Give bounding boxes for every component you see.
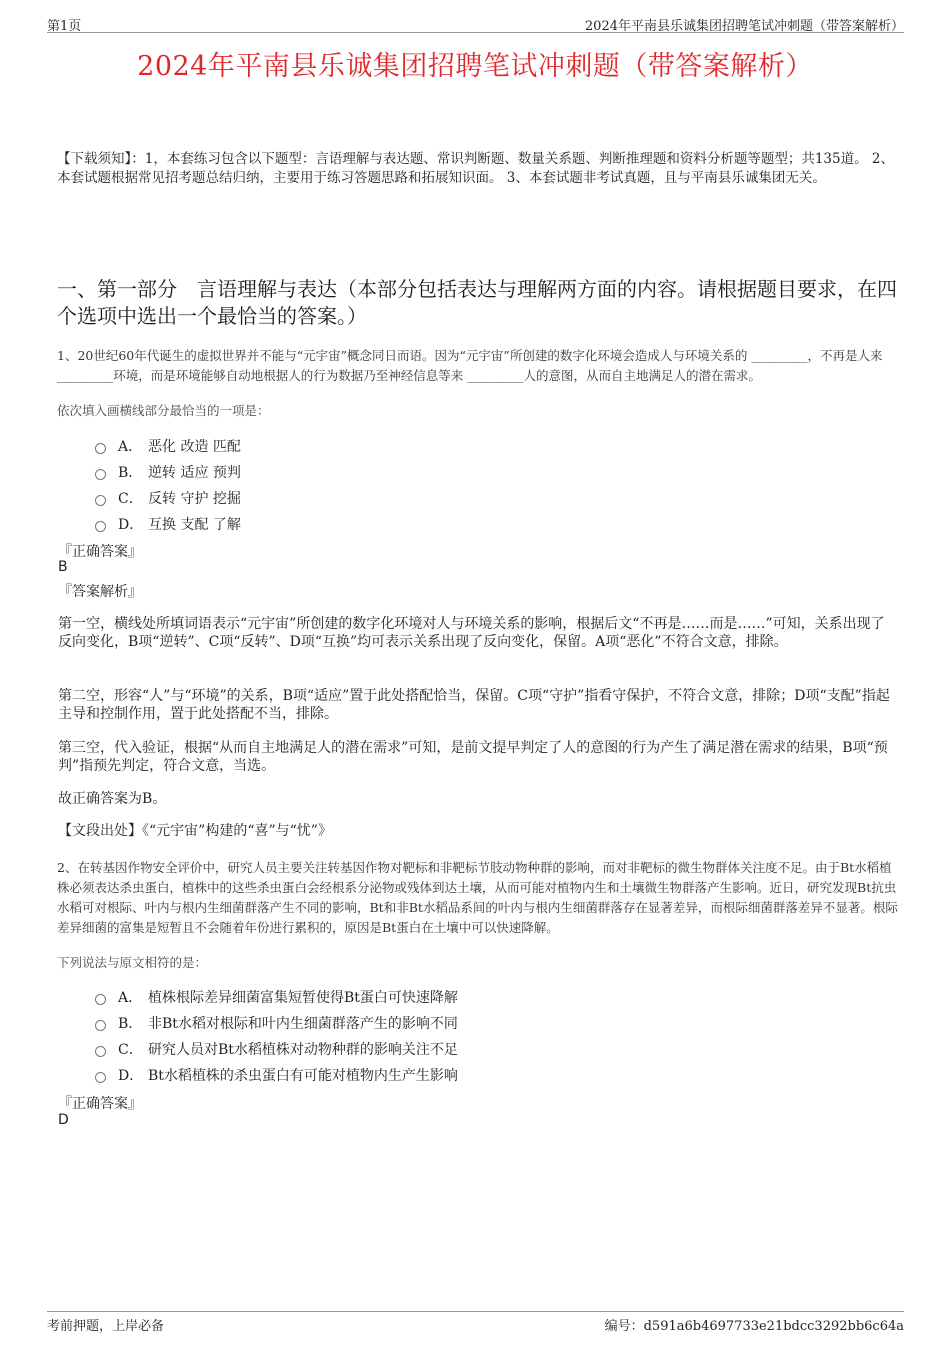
option-d[interactable]: D． Bt水稻植株的杀虫蛋白有可能对植物内生产生影响 — [95, 1062, 458, 1088]
radio-icon[interactable] — [95, 443, 106, 454]
header-doc-title: 2024年平南县乐诚集团招聘笔试冲刺题（带答案解析） — [584, 19, 904, 34]
question-1-text: 1、20世纪60年代诞生的虚拟世界并不能与“元宇宙”概念同日而语。因为“元宇宙”所创建的数字化环境会造成人与环境关系的 _________，不再是人来 _________环境，而是环境能够自动地根据人的行为数据乃至神经信息等来 _________人的意图，从而自主地满足人的潜在需求。 — [57, 348, 883, 383]
question-2-options — [95, 984, 458, 1088]
question-2-text: 2、在转基因作物安全评价中，研究人员主要关注转基因作物对靶标和非靶标节肢动物种群的影响，而对非靶标的微生物群体关注度不足。由于Bt水稻植株必须表达杀虫蛋白，植株中的这些杀虫蛋白会经根系分泌物或残体到达土壤，从而可能对植物内生和土壤微生物群落产生影响。近日，研究发现Bt抗虫水稻可对根际、叶内与根内生细菌群落产生不同的影响，Bt和非Bt水稻品系间的叶内与根内生细菌群落存在显著差异，而根际细菌群落差异不显著。根际差异细菌的富集是短暂且不会随着年份进行累积的，原因是Bt蛋白在土壤中可以快速降解。 — [57, 860, 898, 935]
option-a[interactable]: A． 恶化 改造 匹配 — [95, 433, 241, 459]
correct-answer: D — [58, 1112, 69, 1128]
radio-icon[interactable] — [95, 495, 106, 506]
question-2-prompt: 下列说法与原文相符的是： — [57, 955, 208, 970]
radio-icon[interactable] — [95, 469, 106, 480]
text-source: 【文段出处】《“元宇宙”构建的“喜”与“忧”》 — [58, 823, 332, 839]
download-notice: 【下载须知】：1，本套练习包含以下题型：言语理解与表达题、常识判断题、数量关系题、判断推理题和资料分析题等题型；共135道。 2、本套试题根据常见招考题总结归纳，主要用于练习答题思路和拓展知识面。 3、本套试题非考试真题，且与平南县乐诚集团无关。 — [57, 151, 894, 186]
footer-slogan: 考前押题，上岸必备 — [47, 1319, 165, 1334]
answer-label: 『正确答案』 — [58, 544, 142, 560]
radio-icon[interactable] — [95, 521, 106, 532]
analysis-paragraph-2: 第二空，形容“人”与“环境”的关系，B项“适应”置于此处搭配恰当，保留。C项“守护”指看守保护，不符合文意，排除；D项“支配”指起主导和控制作用，置于此处搭配不当，排除。 — [58, 688, 890, 722]
page-title: 2024年平南县乐诚集团招聘笔试冲刺题（带答案解析） — [137, 51, 813, 82]
radio-icon[interactable] — [95, 994, 106, 1005]
analysis-label: 『答案解析』 — [58, 584, 142, 600]
question-1-options — [95, 433, 241, 537]
radio-icon[interactable] — [95, 1020, 106, 1031]
page-footer — [47, 1311, 904, 1334]
option-b[interactable]: B． 逆转 适应 预判 — [95, 459, 241, 485]
option-c[interactable]: C． 反转 守护 挖掘 — [95, 485, 241, 511]
option-a[interactable]: A． 植株根际差异细菌富集短暂使得Bt蛋白可快速降解 — [95, 984, 458, 1010]
radio-icon[interactable] — [95, 1072, 106, 1083]
option-c[interactable]: C． 研究人员对Bt水稻植株对动物种群的影响关注不足 — [95, 1036, 458, 1062]
option-b[interactable]: B． 非Bt水稻对根际和叶内生细菌群落产生的影响不同 — [95, 1010, 458, 1036]
analysis-paragraph-1: 第一空，横线处所填词语表示“元宇宙”所创建的数字化环境对人与环境关系的影响，根据后文“不再是……而是……”可知，关系出现了反向变化，B项“逆转”、C项“反转”、D项“互换”均可表示关系出现了反向变化，保留。A项“恶化”不符合文意，排除。 — [58, 616, 885, 650]
radio-icon[interactable] — [95, 1046, 106, 1057]
correct-answer: B — [58, 559, 68, 575]
page-header — [47, 14, 904, 33]
footer-serial: 编号：d591a6b4697733e21bdcc3292bb6c64a — [604, 1319, 904, 1334]
question-1-prompt: 依次填入画横线部分最恰当的一项是： — [57, 403, 270, 418]
option-d[interactable]: D． 互换 支配 了解 — [95, 511, 241, 537]
section-title: 一、第一部分 言语理解与表达（本部分包括表达与理解两方面的内容。请根据题目要求，在四个选项中选出一个最恰当的答案。） — [57, 277, 897, 328]
analysis-conclusion: 故正确答案为B。 — [58, 791, 167, 807]
page-number: 第1页 — [47, 19, 82, 34]
answer-label: 『正确答案』 — [58, 1096, 142, 1112]
analysis-paragraph-3: 第三空，代入验证，根据“从而自主地满足人的潜在需求”可知，是前文提早判定了人的意图的行为产生了满足潜在需求的结果，B项“预判”指预先判定，符合文意，当选。 — [58, 740, 888, 774]
